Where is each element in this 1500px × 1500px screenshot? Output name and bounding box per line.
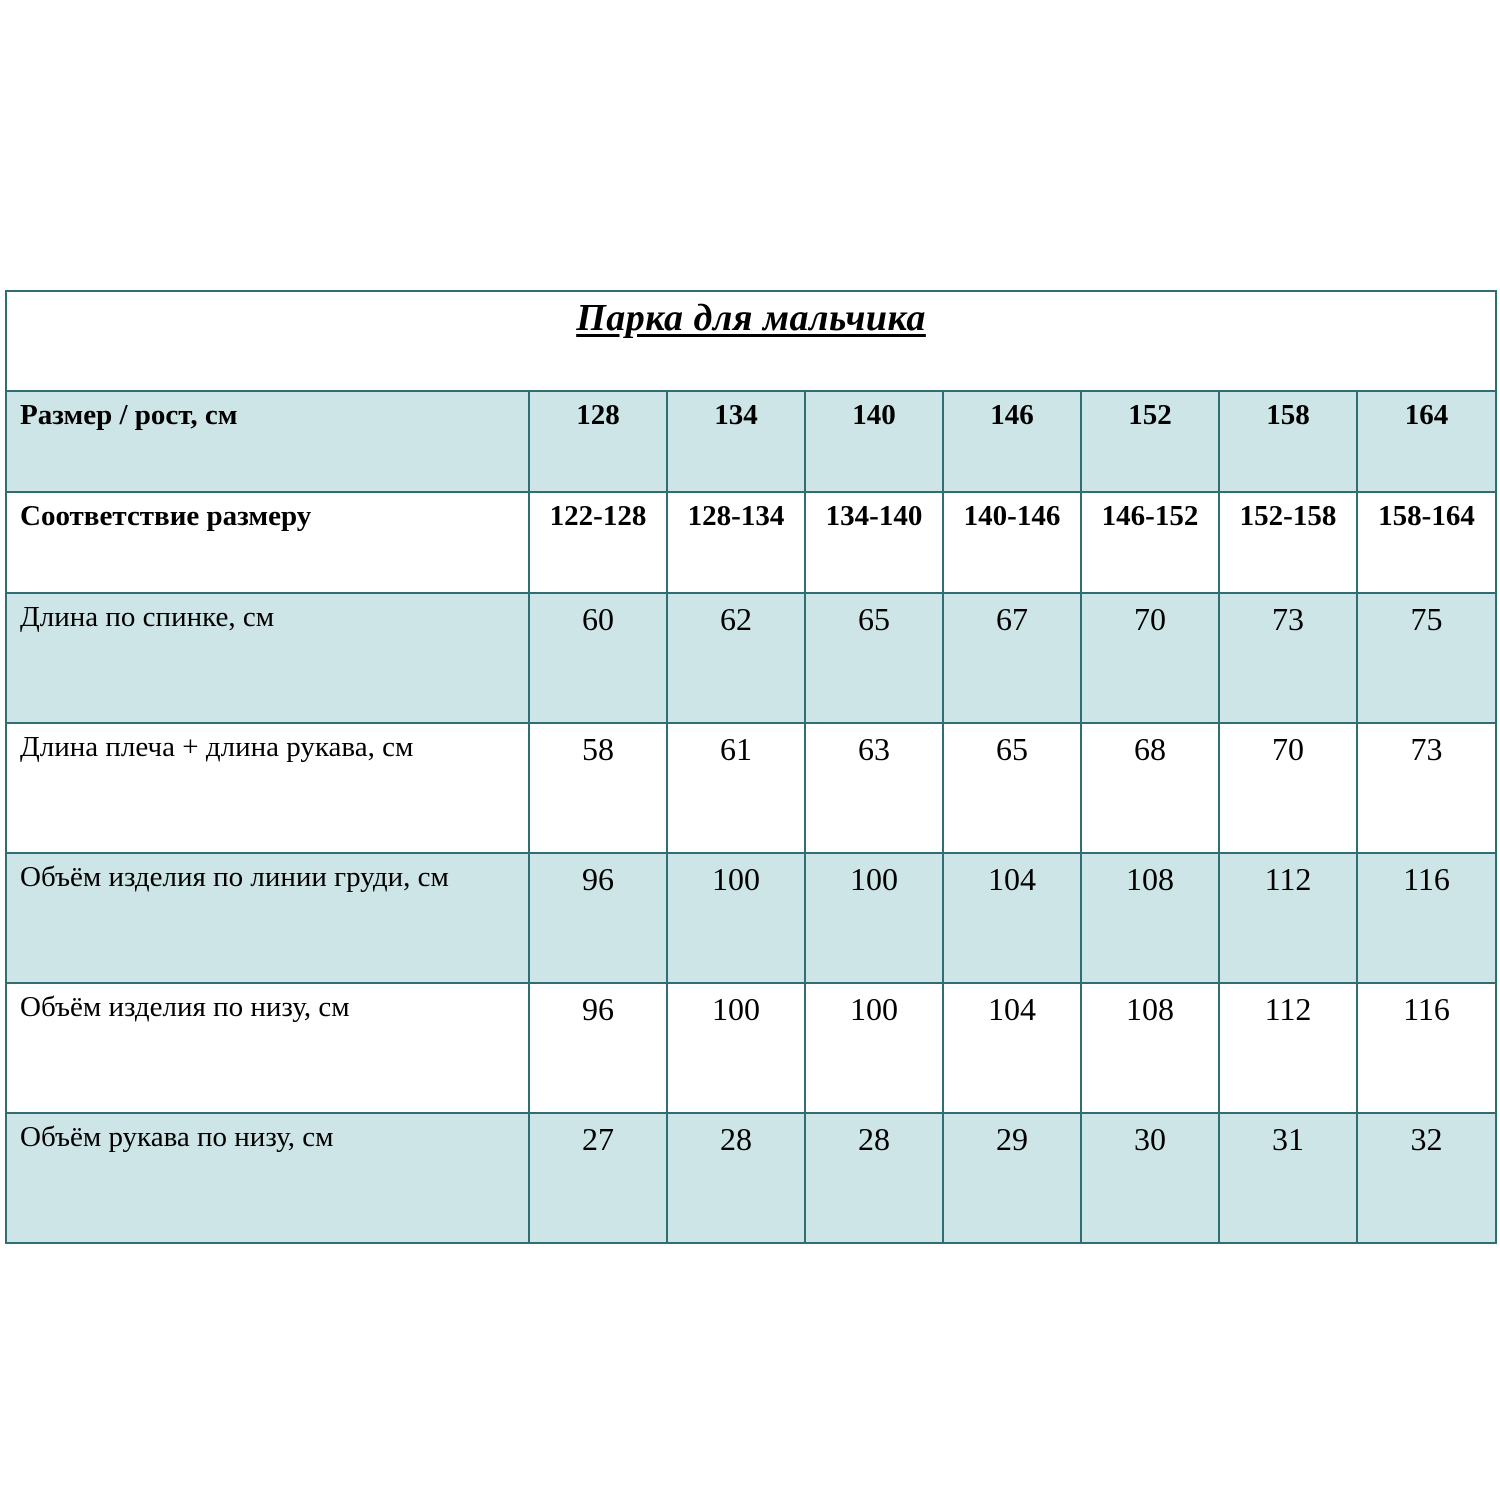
value-cell: 134-140 [805,492,943,593]
value-cell: 60 [529,593,667,723]
table-row [6,853,1496,983]
value-cell: 100 [667,853,805,983]
value-cell: 158-164 [1357,492,1496,593]
value-cell: 70 [1081,593,1219,723]
table-row [6,723,1496,853]
value-cell: 65 [943,723,1081,853]
value-cell: 73 [1357,723,1496,853]
value-cell: 67 [943,593,1081,723]
value-cell: 112 [1219,983,1357,1113]
title-cell [6,291,1496,391]
size-chart-table [5,290,1497,1244]
value-cell: 146-152 [1081,492,1219,593]
title-row [6,291,1496,391]
value-cell: 100 [667,983,805,1113]
value-cell: 158 [1219,391,1357,492]
value-cell: 112 [1219,853,1357,983]
value-cell: 62 [667,593,805,723]
value-cell: 75 [1357,593,1496,723]
value-cell: 61 [667,723,805,853]
value-cell: 70 [1219,723,1357,853]
row-label: Соответствие размеру [6,492,529,593]
value-cell: 65 [805,593,943,723]
row-label: Длина плеча + длина рукава, см [6,723,529,853]
row-label: Объём изделия по линии груди, см [6,853,529,983]
value-cell: 28 [667,1113,805,1243]
value-cell: 28 [805,1113,943,1243]
value-cell: 134 [667,391,805,492]
value-cell: 146 [943,391,1081,492]
value-cell: 100 [805,983,943,1113]
value-cell: 152-158 [1219,492,1357,593]
value-cell: 152 [1081,391,1219,492]
value-cell: 58 [529,723,667,853]
table-row [6,391,1496,492]
value-cell: 164 [1357,391,1496,492]
value-cell: 73 [1219,593,1357,723]
value-cell: 108 [1081,983,1219,1113]
row-label: Объём изделия по низу, см [6,983,529,1113]
table-row [6,983,1496,1113]
row-label: Длина по спинке, см [6,593,529,723]
value-cell: 140 [805,391,943,492]
table-row [6,1113,1496,1243]
value-cell: 31 [1219,1113,1357,1243]
value-cell: 122-128 [529,492,667,593]
value-cell: 96 [529,983,667,1113]
table-row [6,492,1496,593]
value-cell: 68 [1081,723,1219,853]
table-row [6,593,1496,723]
value-cell: 104 [943,983,1081,1113]
value-cell: 104 [943,853,1081,983]
value-cell: 32 [1357,1113,1496,1243]
value-cell: 29 [943,1113,1081,1243]
table-title: Парка для мальчика [576,297,926,339]
value-cell: 116 [1357,853,1496,983]
value-cell: 63 [805,723,943,853]
value-cell: 100 [805,853,943,983]
row-label: Размер / рост, см [6,391,529,492]
value-cell: 116 [1357,983,1496,1113]
value-cell: 96 [529,853,667,983]
row-label: Объём рукава по низу, см [6,1113,529,1243]
value-cell: 27 [529,1113,667,1243]
value-cell: 140-146 [943,492,1081,593]
value-cell: 128-134 [667,492,805,593]
value-cell: 108 [1081,853,1219,983]
value-cell: 30 [1081,1113,1219,1243]
value-cell: 128 [529,391,667,492]
